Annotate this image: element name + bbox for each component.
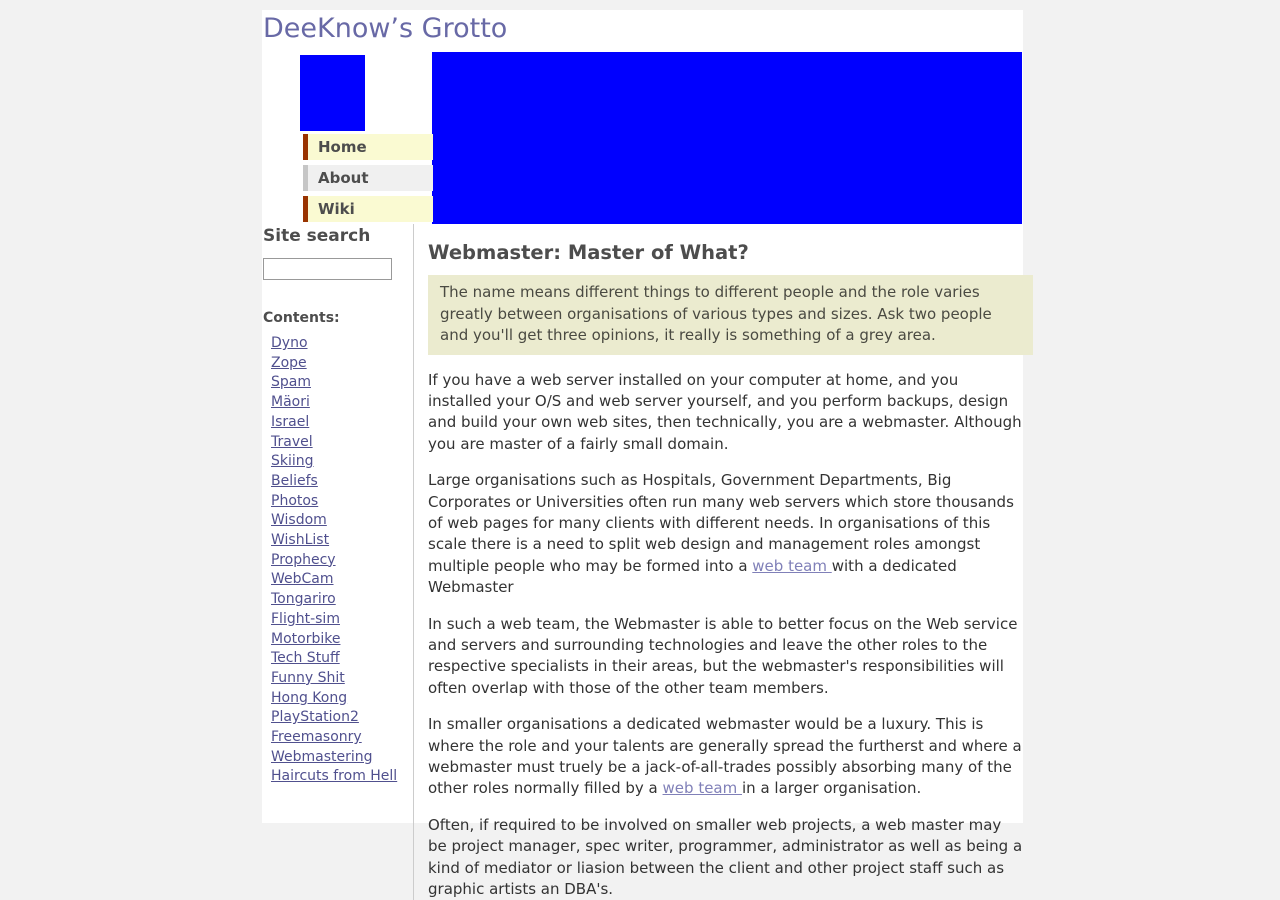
- contents-link[interactable]: Tongariro: [271, 591, 336, 607]
- contents-link[interactable]: Hong Kong: [271, 690, 347, 706]
- contents-link[interactable]: Motorbike: [271, 631, 340, 647]
- list-item: [271, 353, 405, 373]
- list-item: [271, 648, 405, 668]
- article-body: [428, 370, 1023, 900]
- list-item: [271, 510, 405, 530]
- contents-list: [263, 333, 405, 786]
- article: [414, 224, 1023, 900]
- article-paragraph: [428, 614, 1023, 700]
- list-item: [271, 589, 405, 609]
- article-intro-box: The name means different things to different people and the role varies greatly between organisations of various types and sizes. Ask two people and you'll get three opinions, it really is something of a grey area.: [428, 275, 1033, 355]
- paragraph-text: Often, if required to be involved on smaller web projects, a web master may be project manager, spec writer, programmer, administrator as well as being a kind of mediator or liasion between the client and other project staff such as graphic artists an DBA's.: [428, 816, 1022, 898]
- main-menu: [303, 134, 433, 227]
- paragraph-text: In smaller organisations a dedicated webmaster would be a luxury. This is where the role and your talents are generally spread the furtherst and where a webmaster must truely be a jack-of-all-trades possibly absorbing many of the other roles normally filled by a: [428, 715, 1022, 797]
- site-search-heading: Site search: [263, 227, 405, 245]
- list-item: [271, 707, 405, 727]
- list-item: [271, 412, 405, 432]
- contents-link[interactable]: Beliefs: [271, 473, 318, 489]
- list-item: [271, 629, 405, 649]
- menu-item-home[interactable]: [303, 134, 433, 160]
- list-item: [271, 688, 405, 708]
- contents-link[interactable]: Funny Shit: [271, 670, 345, 686]
- banner: [262, 45, 1023, 224]
- list-item: [271, 530, 405, 550]
- site-search-input[interactable]: [263, 258, 392, 280]
- contents-link[interactable]: Prophecy: [271, 552, 336, 568]
- contents-link[interactable]: Haircuts from Hell: [271, 768, 397, 784]
- list-item: [271, 471, 405, 491]
- contents-link[interactable]: Freemasonry: [271, 729, 362, 745]
- contents-link[interactable]: Dyno: [271, 335, 308, 351]
- contents-link[interactable]: PlayStation2: [271, 709, 359, 725]
- list-item: [271, 333, 405, 353]
- contents-link[interactable]: Tech Stuff: [271, 650, 340, 666]
- contents-link[interactable]: Travel: [271, 434, 313, 450]
- contents-link[interactable]: Webmastering: [271, 749, 373, 765]
- banner-block-small: [300, 55, 365, 131]
- web-team-link[interactable]: web team: [752, 557, 831, 575]
- menu-item-label: Home: [318, 138, 367, 156]
- content-columns: [262, 224, 1023, 900]
- page-container: [262, 10, 1023, 823]
- list-item: [271, 451, 405, 471]
- list-item: [271, 727, 405, 747]
- article-paragraph: [428, 470, 1023, 598]
- contents-link[interactable]: Zope: [271, 355, 307, 371]
- list-item: [271, 392, 405, 412]
- contents-link[interactable]: WishList: [271, 532, 329, 548]
- menu-item-label: About: [318, 169, 369, 187]
- article-paragraph: [428, 370, 1023, 456]
- contents-link[interactable]: Skiing: [271, 453, 314, 469]
- list-item: [271, 569, 405, 589]
- site-title: DeeKnow’s Grotto: [262, 10, 1023, 45]
- contents-link[interactable]: Spam: [271, 374, 311, 390]
- paragraph-text: in a larger organisation.: [742, 779, 921, 797]
- contents-link[interactable]: Flight-sim: [271, 611, 340, 627]
- contents-link[interactable]: Mäori: [271, 394, 310, 410]
- list-item: [271, 550, 405, 570]
- list-item: [271, 668, 405, 688]
- paragraph-text: If you have a web server installed on your computer at home, and you installed your O/S and web server yourself, and you perform backups, design and build your own web sites, then technically, you are a webmaster. Although you are master of a fairly small domain.: [428, 371, 1022, 453]
- sidebar: [262, 224, 414, 900]
- paragraph-text: Large organisations such as Hospitals, Government Departments, Big Corporates or Universities often run many web servers which store thousands of web pages for many clients with different needs. In organisations of this scale there is a need to split web design and management roles amongst multiple people who may be formed into a: [428, 471, 1014, 575]
- menu-item-wiki[interactable]: [303, 196, 433, 222]
- contents-link[interactable]: Wisdom: [271, 512, 327, 528]
- article-heading: Webmaster: Master of What?: [428, 243, 1023, 263]
- article-paragraph: [428, 714, 1023, 800]
- contents-link[interactable]: Israel: [271, 414, 309, 430]
- list-item: [271, 491, 405, 511]
- list-item: [271, 432, 405, 452]
- contents-link[interactable]: WebCam: [271, 571, 334, 587]
- list-item: [271, 609, 405, 629]
- paragraph-text: In such a web team, the Webmaster is able to better focus on the Web service and servers and surrounding technologies and leave the other roles to the respective specialists in their areas, but the webmaster's responsibilities will often overlap with those of the other team members.: [428, 615, 1017, 697]
- list-item: [271, 747, 405, 767]
- paragraph-text: with a dedicated Webmaster: [428, 557, 957, 596]
- contents-link[interactable]: Photos: [271, 493, 318, 509]
- menu-item-label: Wiki: [318, 200, 355, 218]
- list-item: [271, 766, 405, 786]
- contents-heading: Contents:: [263, 310, 405, 326]
- menu-item-about[interactable]: [303, 165, 433, 191]
- list-item: [271, 372, 405, 392]
- article-paragraph: [428, 815, 1023, 900]
- web-team-link[interactable]: web team: [663, 779, 742, 797]
- banner-block-large: [432, 52, 1022, 224]
